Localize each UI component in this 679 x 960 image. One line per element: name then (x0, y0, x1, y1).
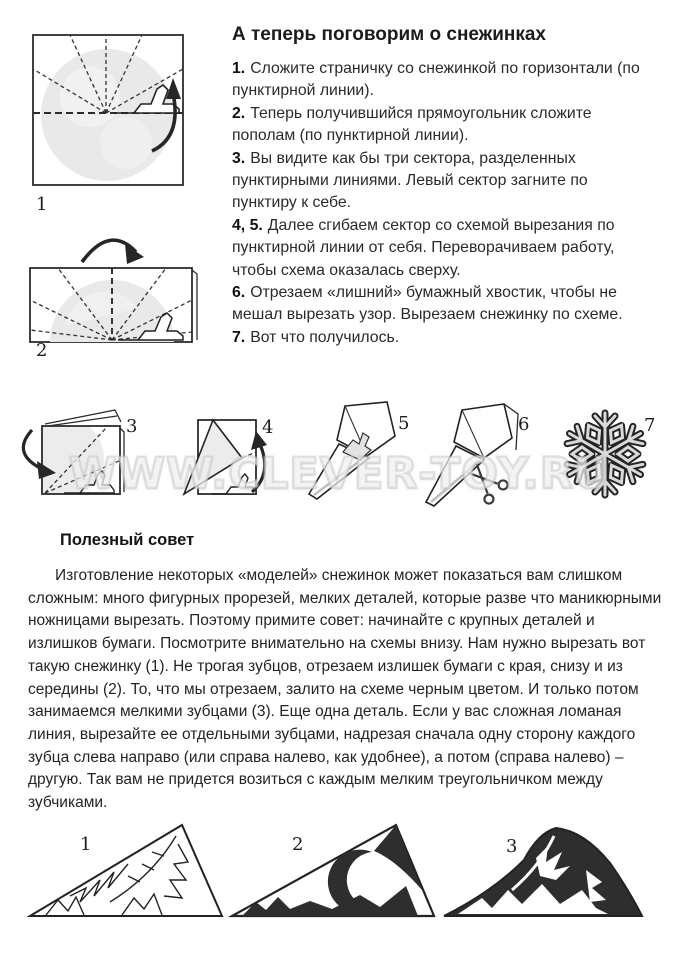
figure-label-fold-7: 7 (644, 415, 656, 436)
figure-label-fold-4: 4 (262, 417, 274, 438)
fold-diagram-2 (26, 228, 206, 356)
cut-pattern-2 (226, 818, 442, 926)
step-text: Вы видите как бы три сектора, разделенных пунктирными линиями. Левый сектор загните по пунктиру к себе. (232, 149, 588, 212)
figure-label-fold-2: 2 (36, 340, 48, 361)
step-number: 1. (232, 60, 246, 77)
cut-pattern-1 (26, 818, 228, 926)
figure-label-cut-3: 3 (506, 836, 518, 857)
figure-label-fold-5: 5 (398, 413, 410, 434)
figure-label-cut-1: 1 (80, 834, 92, 855)
instruction-list (232, 58, 656, 349)
tip-heading: Полезный совет (60, 531, 195, 549)
instruction-item (232, 215, 656, 282)
step-text: Отрезаем «лишний» бумажный хвостик, чтобы не мешал вырезать узор. Вырезаем снежинку по схеме. (232, 284, 623, 324)
instruction-item (232, 148, 656, 215)
fold-arrow-icon (82, 240, 144, 264)
fold-diagram-3 (8, 398, 134, 510)
step-number: 6. (232, 284, 246, 302)
figure-label-cut-2: 2 (292, 834, 304, 855)
step-text: Далее сгибаем сектор со схемой вырезания по пунктирной линии от себя. Переворачиваем работу, чтобы схема оказалась сверху. (232, 216, 615, 279)
snowflake-icon (552, 403, 658, 505)
instruction-item (232, 282, 656, 327)
figure-label-fold-3: 3 (126, 416, 138, 437)
step-text: Вот что получилось. (250, 328, 400, 346)
fold-diagram-4 (168, 398, 294, 510)
page-title: А теперь поговорим о снежинках (232, 24, 547, 45)
step-number: 2. (232, 104, 246, 122)
step-number: 7. (232, 328, 246, 346)
step-number: 4, 5. (232, 216, 263, 234)
step-text: Сложите страничку со снежинкой по горизонтали (по пунктирной линии). (232, 60, 640, 100)
instruction-item (232, 327, 656, 349)
instruction-item (232, 103, 656, 148)
figure-label-fold-6: 6 (518, 414, 530, 435)
figure-label-fold-1: 1 (36, 194, 48, 215)
watermark: WWW.CLEVER-TOY.RU (69, 449, 610, 499)
instruction-item (232, 58, 656, 103)
step-text: Теперь получившийся прямоугольник сложите пополам (по пунктирной линии). (232, 104, 592, 145)
tip-paragraph: Изготовление некоторых «моделей» снежинок может показаться вам слишком сложным: много фигурных прорезей, мелких деталей, которые разве что маникюрными ножницами вырезать. Поэтому примите совет: начинайте с крупных деталей и излишков бумаги. Посмотрите внимательно на схемы внизу. Нам нужно вырезать вот такую снежинку (1). Не трогая зубцов, отрезаем излишек бумаги с края, снизу и из середины (2). То, что мы отрезаем, залито на схеме черным цветом. И только потом занимаемся мелкими зубцами (3). Еще одна деталь. Если у вас сложная ломаная линия, вырезайте ее отдельными зубцами, надрезая сначала одну сторону каждого зубца слева направо (или справа налево, как удобнее), а потом (справа налево) – другую. Так вам не придется возиться с каждым мелким треугольничком между зубчиками. (28, 567, 662, 812)
fold-diagram-1 (30, 31, 188, 191)
step-number: 3. (232, 149, 246, 167)
cut-pattern-3 (436, 818, 652, 926)
